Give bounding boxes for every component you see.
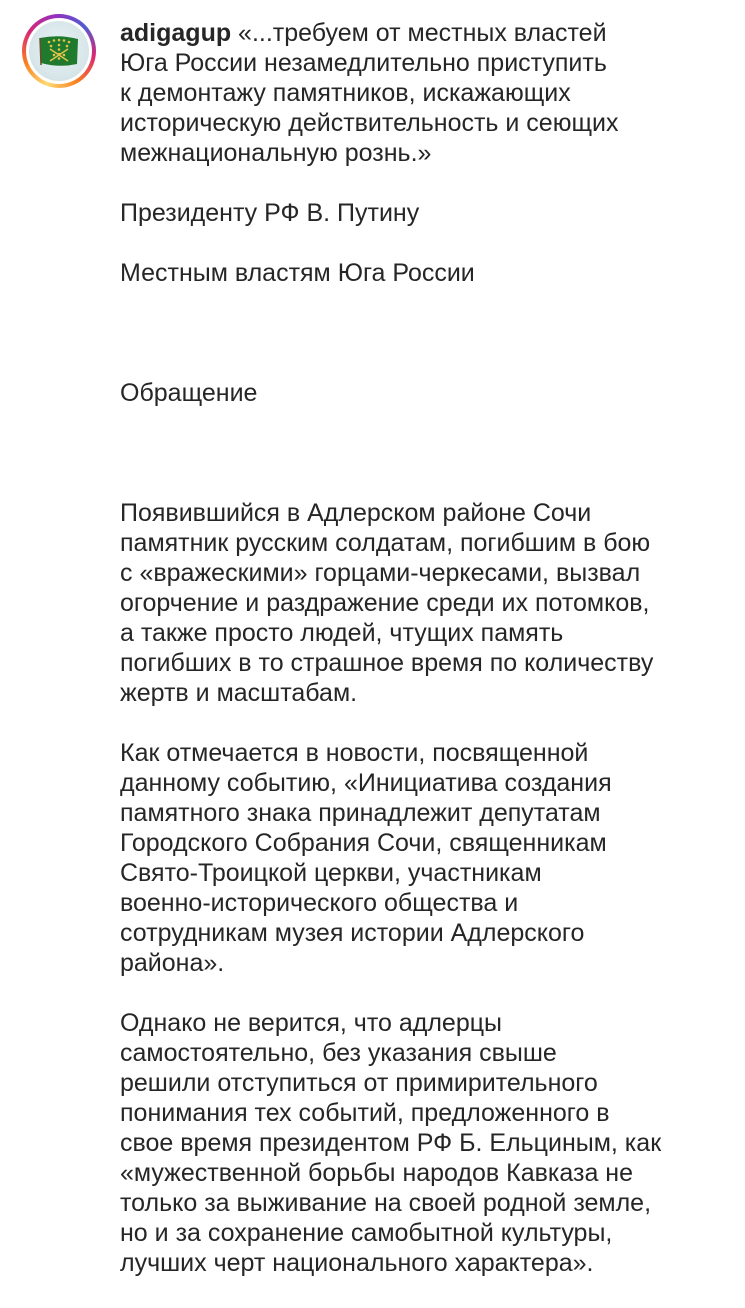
avatar-border (26, 18, 92, 84)
headline-text: «...требуем от местных властей Юга России незамедлительно приступить к демонтажу памятников, искажающих историческую действительность и сеющих межнациональную рознь.» (120, 19, 619, 167)
paragraph-3: Однако не верится, что адлерцы самостоятельно, без указания свыше решили отступиться от примирительного понимания тех событий, предложенного в свое время президентом РФ Б. Ельциным, как «мужественной борьбы народов Кавказа не только за выживание на своей родной земле, но и за сохранение самобытной культуры, лучших черт национального характера». (120, 1009, 662, 1277)
appeal-heading: Обращение (120, 379, 258, 407)
caption-headline (120, 18, 720, 168)
paragraph-1: Появившийся в Адлерском районе Сочи памятник русским солдатам, погибшим в бою с «вражескими» горцами-черкесами, вызвал огорчение и раздражение среди их потомков, а также просто людей, чтущих память погибших в то страшное время по количеству жертв и масштабам. (120, 499, 654, 707)
blank-space (120, 438, 720, 498)
flag-svg (37, 34, 81, 68)
post-caption (120, 18, 720, 1308)
blank-space (120, 318, 720, 378)
avatar[interactable] (22, 14, 96, 88)
adyghe-flag-icon (29, 21, 89, 81)
addressee-president: Президенту РФ В. Путину (120, 199, 420, 227)
username-link[interactable]: adigagup (120, 19, 232, 47)
addressee-local-authorities: Местным властям Юга России (120, 259, 475, 287)
paragraph-2: Как отмечается в новости, посвященной данному событию, «Инициатива создания памятного знака принадлежит депутатам Городского Собрания Сочи, священникам Свято-Троицкой церкви, участникам военно-исторического общества и сотрудникам музея истории Адлерского района». (120, 739, 612, 977)
